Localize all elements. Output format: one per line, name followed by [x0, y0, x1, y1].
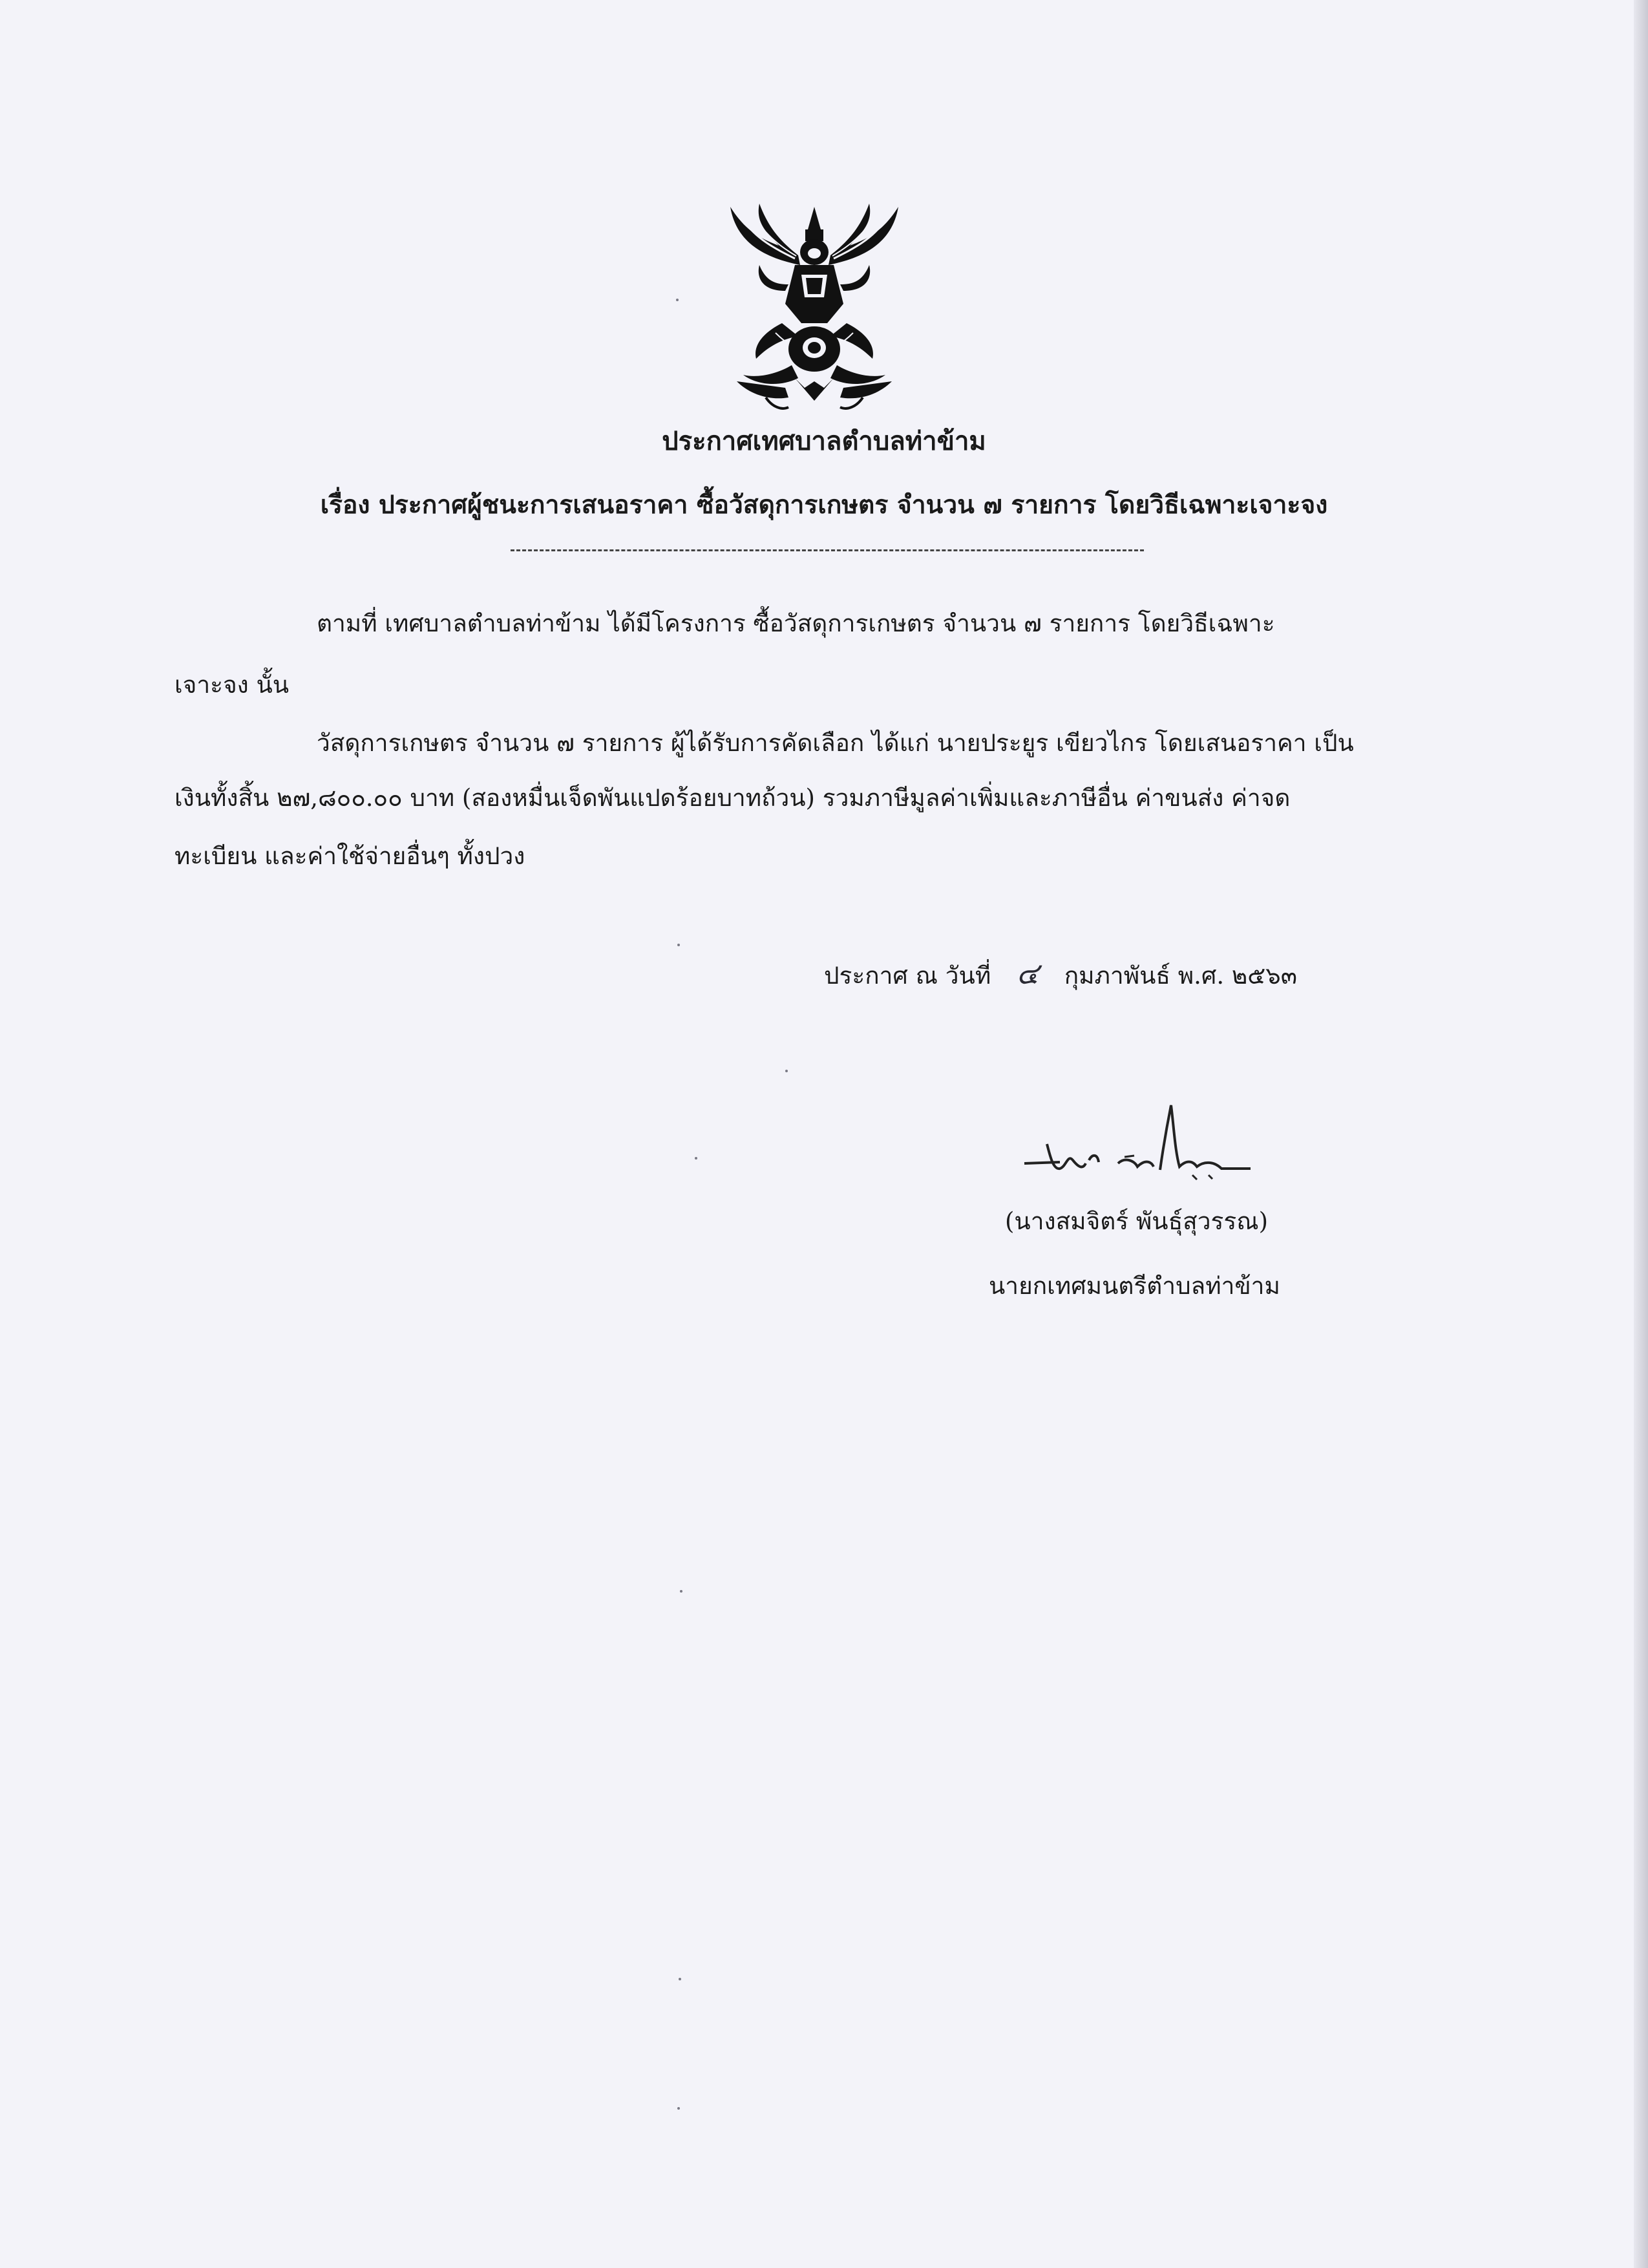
handwritten-signature-icon: [1021, 1099, 1267, 1196]
body-line-5: ทะเบียน และค่าใช้จ่ายอื่นๆ ทั้งปวง: [174, 842, 525, 870]
garuda-emblem-icon: [717, 194, 911, 420]
scan-speck: [695, 1157, 697, 1160]
scan-speck: [785, 1070, 788, 1072]
dashed-divider: [511, 549, 1144, 551]
announcement-date: [824, 950, 1297, 997]
body-line-3: วัสดุการเกษตร จำนวน ๗ รายการ ผู้ได้รับการคัดเลือก ได้แก่ นายประยูร เขียวไกร โดยเสนอราคา เป็น: [317, 729, 1354, 757]
signer-name: (นางสมจิตร์ พันธุ์สุวรรณ): [1005, 1207, 1269, 1235]
scan-speck: [680, 1590, 682, 1593]
document-subject: เรื่อง ประกาศผู้ชนะการเสนอราคา ซื้อวัสดุการเกษตร จำนวน ๗ รายการ โดยวิธีเฉพาะเจาะจง: [320, 490, 1328, 520]
document-title: ประกาศเทศบาลตำบลท่าข้าม: [662, 426, 986, 456]
scan-speck: [676, 299, 679, 301]
body-line-2: เจาะจง นั้น: [174, 671, 290, 699]
scan-speck: [677, 2107, 680, 2110]
signer-position: นายกเทศมนตรีตำบลท่าข้าม: [989, 1272, 1280, 1300]
body-line-4: เงินทั้งสิ้น ๒๗,๘๐๐.๐๐ บาท (สองหมื่นเจ็ดพันแปดร้อยบาทถ้วน) รวมภาษีมูลค่าเพิ่มและภาษีอื่น ค่าขนส่ง ค่าจด: [174, 784, 1291, 812]
scan-speck: [677, 944, 680, 946]
date-month-year: กุมภาพันธ์ พ.ศ. ๒๕๖๓: [1064, 962, 1298, 990]
paper-edge: [1634, 0, 1648, 2268]
body-line-1: ตามที่ เทศบาลตำบลท่าข้าม ได้มีโครงการ ซื้อวัสดุการเกษตร จำนวน ๗ รายการ โดยวิธีเฉพาะ: [317, 609, 1275, 637]
date-day: ๔: [1016, 956, 1039, 991]
date-prefix: ประกาศ ณ วันที่: [824, 962, 991, 990]
scan-speck: [679, 1978, 681, 1980]
